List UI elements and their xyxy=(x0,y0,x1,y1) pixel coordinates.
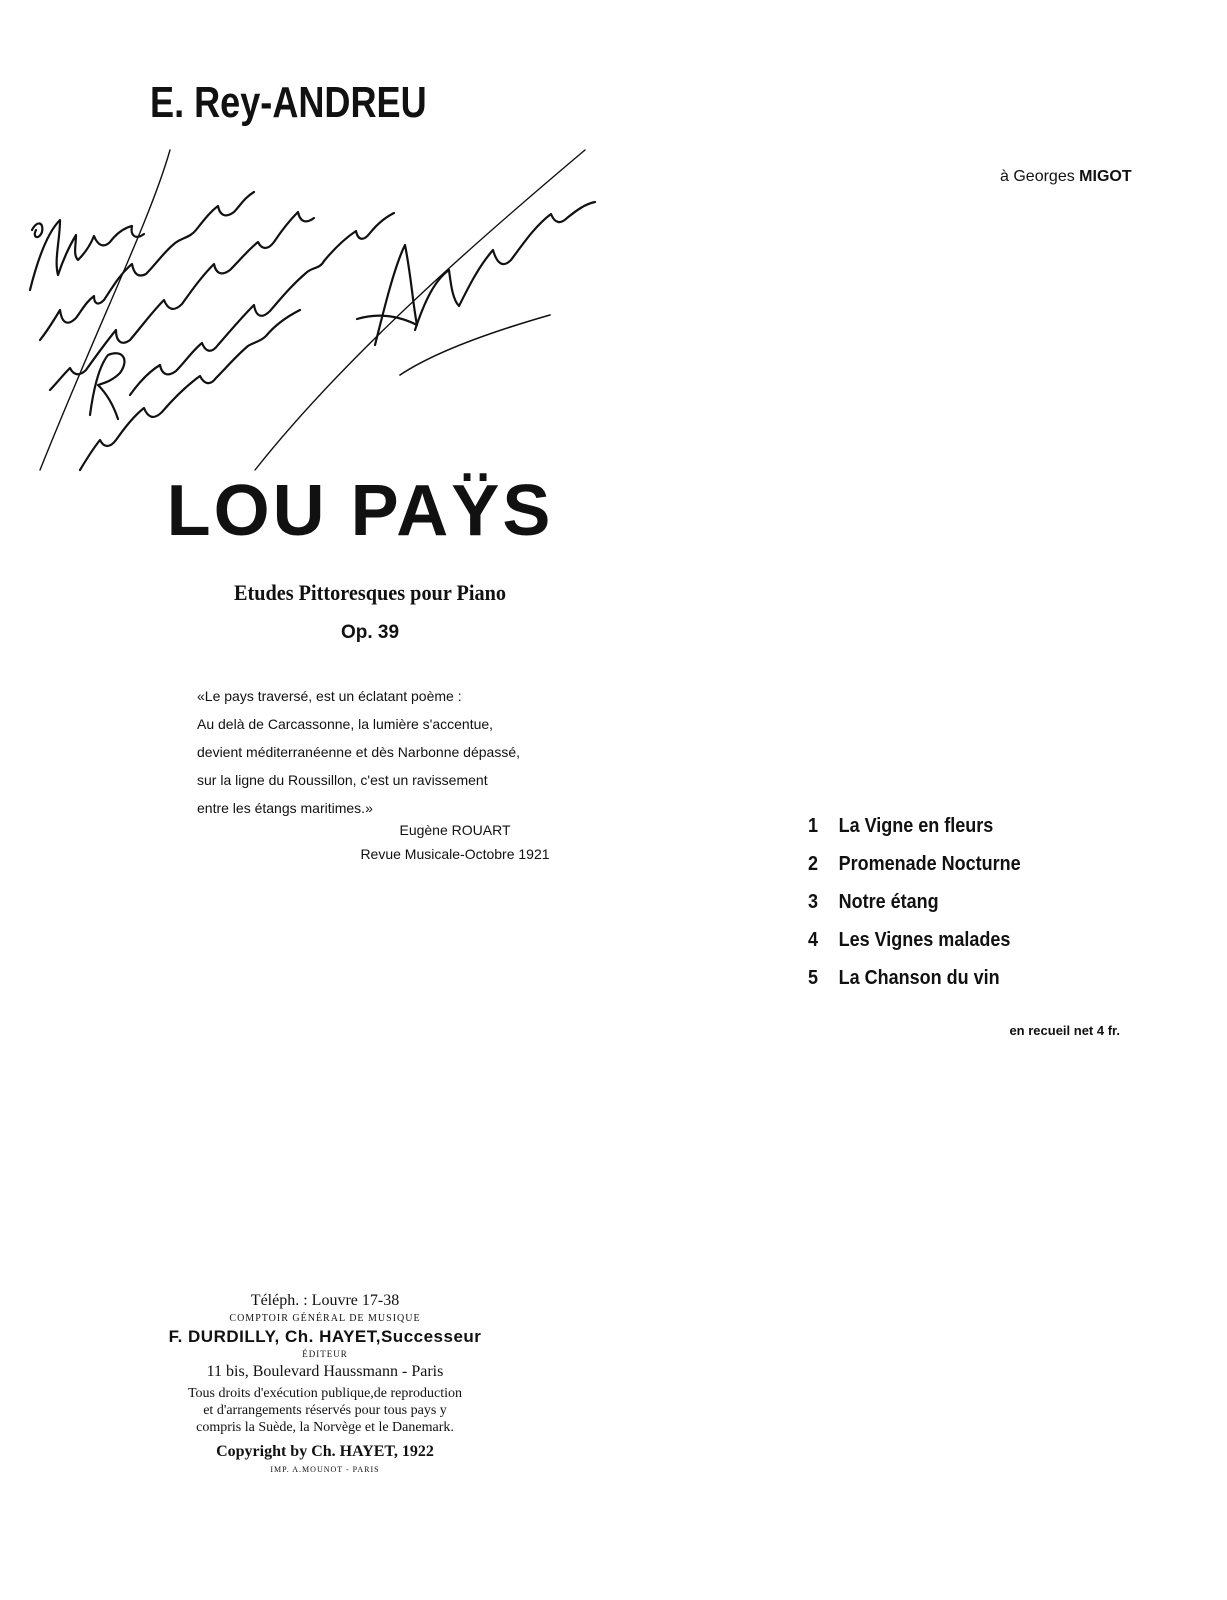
price-note: en recueil net 4 fr. xyxy=(1009,1023,1120,1038)
printer-credit: IMP. A.MOUNOT - PARIS xyxy=(270,1465,380,1474)
dedication-prefix: à Georges xyxy=(1000,168,1075,185)
rights-line: compris la Suède, la Norvège et le Danemark. xyxy=(196,1420,454,1435)
piece-number: 5 xyxy=(808,967,819,989)
piece-number: 1 xyxy=(808,815,819,837)
piece-number: 2 xyxy=(808,853,819,875)
piece-number: 4 xyxy=(808,929,819,951)
subtitle: Etudes Pittoresques pour Piano xyxy=(234,580,506,605)
rights-line: et d'arrangements réservés pour tous pays y xyxy=(203,1403,447,1418)
quote-line: devient méditerranéenne et dès Narbonne dépassé, xyxy=(197,744,520,760)
list-item xyxy=(808,891,1021,929)
list-item xyxy=(808,929,1021,967)
publisher-role: ÉDITEUR xyxy=(302,1349,348,1359)
piece-title: Promenade Nocturne xyxy=(838,853,1021,875)
publisher-phone: Téléph. : Louvre 17-38 xyxy=(250,1292,400,1309)
pieces-list xyxy=(808,815,1044,1005)
piece-title: Notre étang xyxy=(838,891,939,913)
publisher-address: 11 bis, Boulevard Haussmann - Paris xyxy=(206,1363,444,1380)
quote-attribution xyxy=(340,818,570,866)
quote-line: sur la ligne du Roussillon, c'est un ravissement xyxy=(197,772,488,788)
epigraph-quote xyxy=(197,682,577,822)
publisher-name: F. DURDILLY, Ch. HAYET,Successeur xyxy=(168,1327,482,1346)
piece-title: La Chanson du vin xyxy=(838,967,1000,989)
opus-number: Op. 39 xyxy=(340,622,400,643)
list-item xyxy=(808,853,1021,891)
dedication-name: MIGOT xyxy=(1079,168,1132,185)
composer-name: E. Rey-ANDREU xyxy=(150,78,427,127)
copyright-notice: Copyright by Ch. HAYET, 1922 xyxy=(216,1443,434,1460)
page-title: LOU PAŸS xyxy=(166,471,554,551)
piece-title: Les Vignes malades xyxy=(838,929,1011,951)
list-item xyxy=(808,967,1021,1005)
quote-author: Eugène ROUART xyxy=(399,822,511,838)
quote-source: Revue Musicale-Octobre 1921 xyxy=(360,846,550,862)
list-item xyxy=(808,815,1021,853)
quote-line: entre les étangs maritimes.» xyxy=(197,800,373,816)
publisher-block xyxy=(150,1290,500,1476)
rights-line: Tous droits d'exécution publique,de reproduction xyxy=(187,1386,463,1401)
rights-notice xyxy=(150,1385,500,1436)
piece-number: 3 xyxy=(808,891,819,913)
piece-title: La Vigne en fleurs xyxy=(838,815,994,837)
dedication xyxy=(1000,168,1132,186)
quote-line: «Le pays traversé, est un éclatant poème : xyxy=(197,688,462,704)
quote-line: Au delà de Carcassonne, la lumière s'accentue, xyxy=(197,716,494,732)
publisher-comptoir: COMPTOIR GÉNÉRAL DE MUSIQUE xyxy=(229,1313,421,1324)
